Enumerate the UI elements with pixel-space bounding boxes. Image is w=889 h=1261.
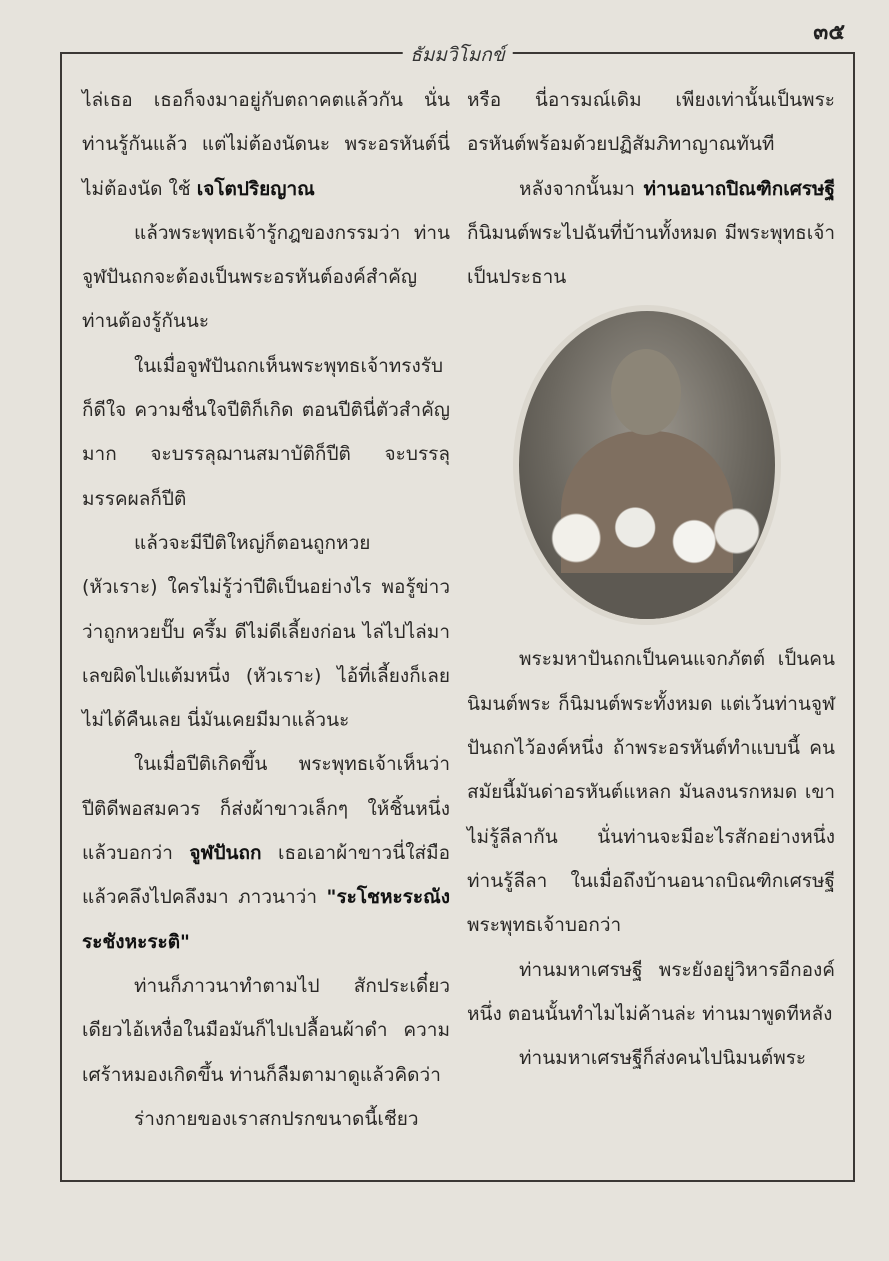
paragraph: แล้วพระพุทธเจ้ารู้กฎของกรรมว่า ท่านจูฬปันถกจะต้องเป็นพระอรหันต์องค์สำคัญ ท่านต้องรู้กันนะ (82, 221, 450, 333)
bold-term: จูฬปันถก (189, 842, 262, 865)
paragraph: หลังจากนั้นมา ท่านอนาถปิณฑิกเศรษฐี ก็นิมนต์พระไปฉันที่บ้านทั้งหมด มีพระพุทธเจ้าเป็นประธาน (467, 177, 835, 289)
paragraph: ร่างกายของเราสกปรกขนาดนี้เชียว (134, 1107, 419, 1130)
bold-term: ท่านอนาถปิณฑิกเศรษฐี (643, 177, 835, 200)
running-header: ธัมมวิโมกข์ (402, 40, 513, 70)
paragraph: ท่านก็ภาวนาทำตามไป สักประเดี๋ยวเดียวไอ้เหงื่อในมือมันก็ไปเปลื้อนผ้าดำ ความเศร้าหมองเกิดขึ้น ท่านก็ลืมตามาดูแล้วคิดว่า (82, 974, 450, 1086)
photo-area (467, 299, 835, 637)
paragraph: ท่านมหาเศรษฐี พระยังอยู่วิหารอีกองค์หนึ่ง ตอนนั้นทำไมไม่ค้านล่ะ ท่านมาพูดทีหลัง (467, 958, 835, 1025)
paragraph: ท่านมหาเศรษฐีก็ส่งคนไปนิมนต์พระ (519, 1047, 807, 1070)
content-frame (60, 44, 855, 1182)
paragraph: ในเมื่อปีติเกิดขึ้น พระพุทธเจ้าเห็นว่า ปีติดีพอสมควร ก็ส่งผ้าขาวเล็กๆ ให้ชิ้นหนึ่ง แล้วบอกว่า จูฬปันถก เธอเอาผ้าขาวนี่ใส่มือ แล้วคลึงไปคลึงมา ภาวนาว่า "ระโชหะระณัง ระชังหะระติ" (82, 753, 451, 953)
bold-chant: "ระโชหะระณัง ระชังหะระติ" (82, 886, 451, 953)
monk-portrait-photo (519, 311, 775, 619)
paragraph: พระมหาปันถกเป็นคนแจกภัตต์ เป็นคนนิมนต์พระ ก็นิมนต์พระทั้งหมด แต่เว้นท่านจูฬปันถกไว้องค์หนึ่ง ถ้าพระอรหันต์ทำแบบนี้ คนสมัยนี้มันด่าอรหันต์แหลก มันลงนรกหมด เขาไม่รู้ลีลากัน นั่นท่านจะมีอะไรสักอย่างหนึ่ง ท่านรู้ลีลา ในเมื่อถึงบ้านอนาถบิณฑิกเศรษฐี พระพุทธเจ้าบอกว่า (467, 648, 835, 937)
paragraph: แล้วจะมีปีติใหญ่ก็ตอนถูกหวย (หัวเราะ) ใครไม่รู้ว่าปีติเป็นอย่างไร พอรู้ข่าวว่าถูกหวยปั๊บ ครึ้ม ดีไม่ดีเลี้ยงก่อน ไล่ไปไล่มาเลขผิดไปแต้มหนึ่ง (หัวเราะ) ไอ้ที่เลี้ยงก็เลยไม่ได้คืนเลย นี่มันเคยมีมาแล้วนะ (82, 531, 450, 732)
paragraph: ไล่เธอ เธอก็จงมาอยู่กับตถาคตแล้วกัน นั่นท่านรู้กันแล้ว แต่ไม่ต้องนัดนะ พระอรหันต์นี่ไม่ต้องนัด ใช้ เจโตปริยญาณ (82, 89, 450, 200)
bold-term: เจโตปริยญาณ (196, 177, 315, 200)
right-column (467, 78, 835, 1080)
page-number: ๓๕ (813, 19, 845, 45)
paragraph: หรือ นี่อารมณ์เดิม เพียงเท่านั้นเป็นพระอรหันต์พร้อมด้วยปฏิสัมภิทาญาณทันที (467, 89, 835, 156)
paragraph: ในเมื่อจูฬปันถกเห็นพระพุทธเจ้าทรงรับก็ดีใจ ความชื่นใจปีติก็เกิด ตอนปีตินี่ตัวสำคัญมาก จะบรรลุฌานสมาบัติก็ปีติ จะบรรลุมรรคผลก็ปีติ (82, 354, 450, 510)
left-column (82, 78, 450, 1141)
